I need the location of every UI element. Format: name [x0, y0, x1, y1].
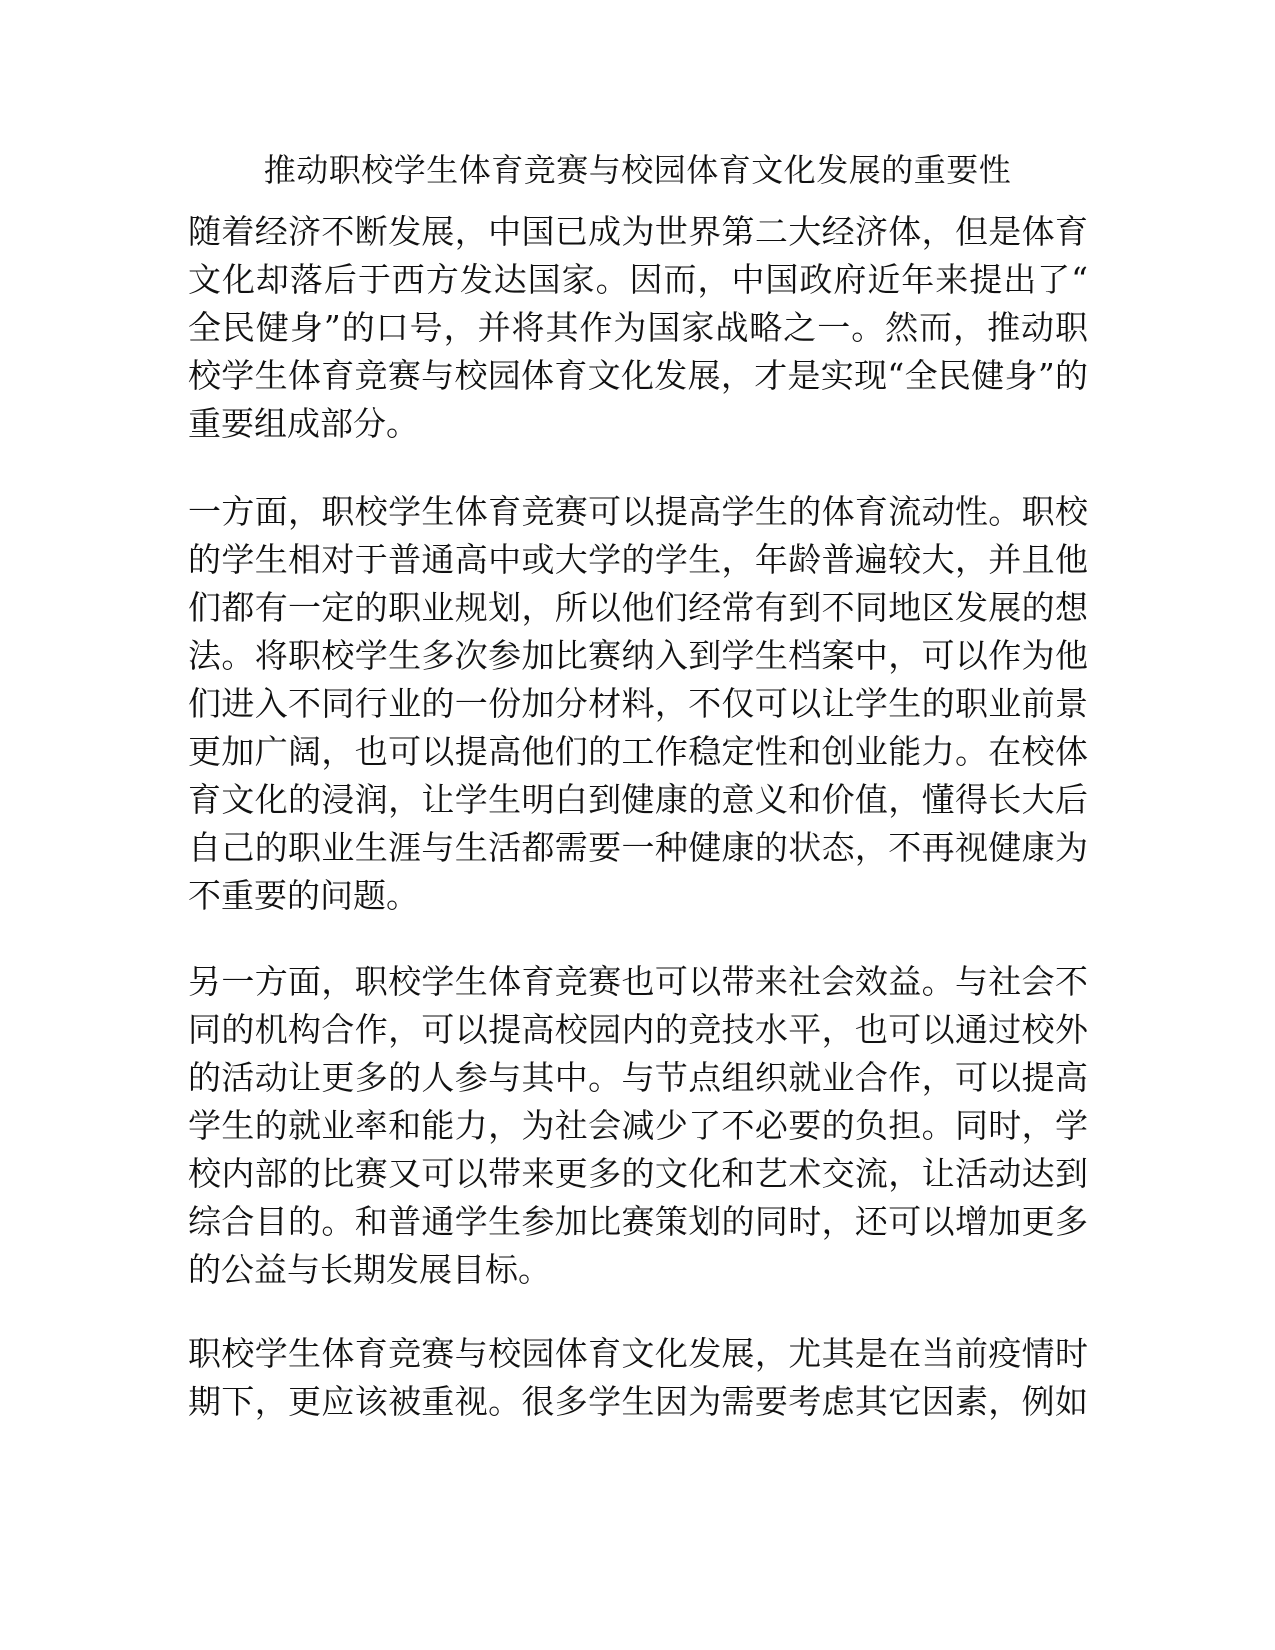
- text-line: 更加广阔，也可以提高他们的工作稳定性和创业能力。在校体: [188, 732, 1088, 771]
- text-line: 综合目的。和普通学生参加比赛策划的同时，还可以增加更多: [188, 1202, 1088, 1241]
- text-line: 的公益与长期发展目标。: [188, 1250, 551, 1289]
- paragraph-1: [188, 208, 1088, 448]
- text-line: 随着经济不断发展，中国已成为世界第二大经济体，但是体育: [188, 212, 1088, 251]
- text-line: 文化却落后于西方发达国家。因而，中国政府近年来提出了“: [188, 260, 1088, 299]
- text-line: 学生的就业率和能力，为社会减少了不必要的负担。同时，学: [188, 1106, 1088, 1145]
- text-line: 同的机构合作，可以提高校园内的竞技水平，也可以通过校外: [188, 1010, 1088, 1049]
- text-line: 校学生体育竞赛与校园体育文化发展，才是实现“全民健身”的: [188, 356, 1088, 395]
- text-line: 们都有一定的职业规划，所以他们经常有到不同地区发展的想: [188, 588, 1088, 627]
- text-line: 们进入不同行业的一份加分材料，不仅可以让学生的职业前景: [188, 684, 1088, 723]
- paragraph-2: [188, 488, 1088, 920]
- text-line: 的学生相对于普通高中或大学的学生，年龄普遍较大，并且他: [188, 540, 1088, 579]
- text-line: 期下，更应该被重视。很多学生因为需要考虑其它因素，例如: [188, 1382, 1088, 1421]
- text-line: 一方面，职校学生体育竞赛可以提高学生的体育流动性。职校: [188, 492, 1088, 531]
- paragraph-4: [188, 1330, 1088, 1426]
- text-line: 自己的职业生涯与生活都需要一种健康的状态，不再视健康为: [188, 828, 1088, 867]
- document-title: 推动职校学生体育竞赛与校园体育文化发展的重要性: [263, 151, 1012, 189]
- text-line: 育文化的浸润，让学生明白到健康的意义和价值，懂得长大后: [188, 780, 1088, 819]
- text-line: 另一方面，职校学生体育竞赛也可以带来社会效益。与社会不: [188, 962, 1088, 1001]
- text-line: 的活动让更多的人参与其中。与节点组织就业合作，可以提高: [188, 1058, 1088, 1097]
- text-line: 不重要的问题。: [188, 876, 419, 915]
- text-line: 全民健身”的口号，并将其作为国家战略之一。然而，推动职: [188, 308, 1088, 347]
- paragraph-3: [188, 958, 1088, 1294]
- text-line: 校内部的比赛又可以带来更多的文化和艺术交流，让活动达到: [188, 1154, 1088, 1193]
- text-line: 职校学生体育竞赛与校园体育文化发展，尤其是在当前疫情时: [188, 1334, 1088, 1373]
- text-line: 重要组成部分。: [188, 404, 419, 443]
- text-line: 法。将职校学生多次参加比赛纳入到学生档案中，可以作为他: [188, 636, 1088, 675]
